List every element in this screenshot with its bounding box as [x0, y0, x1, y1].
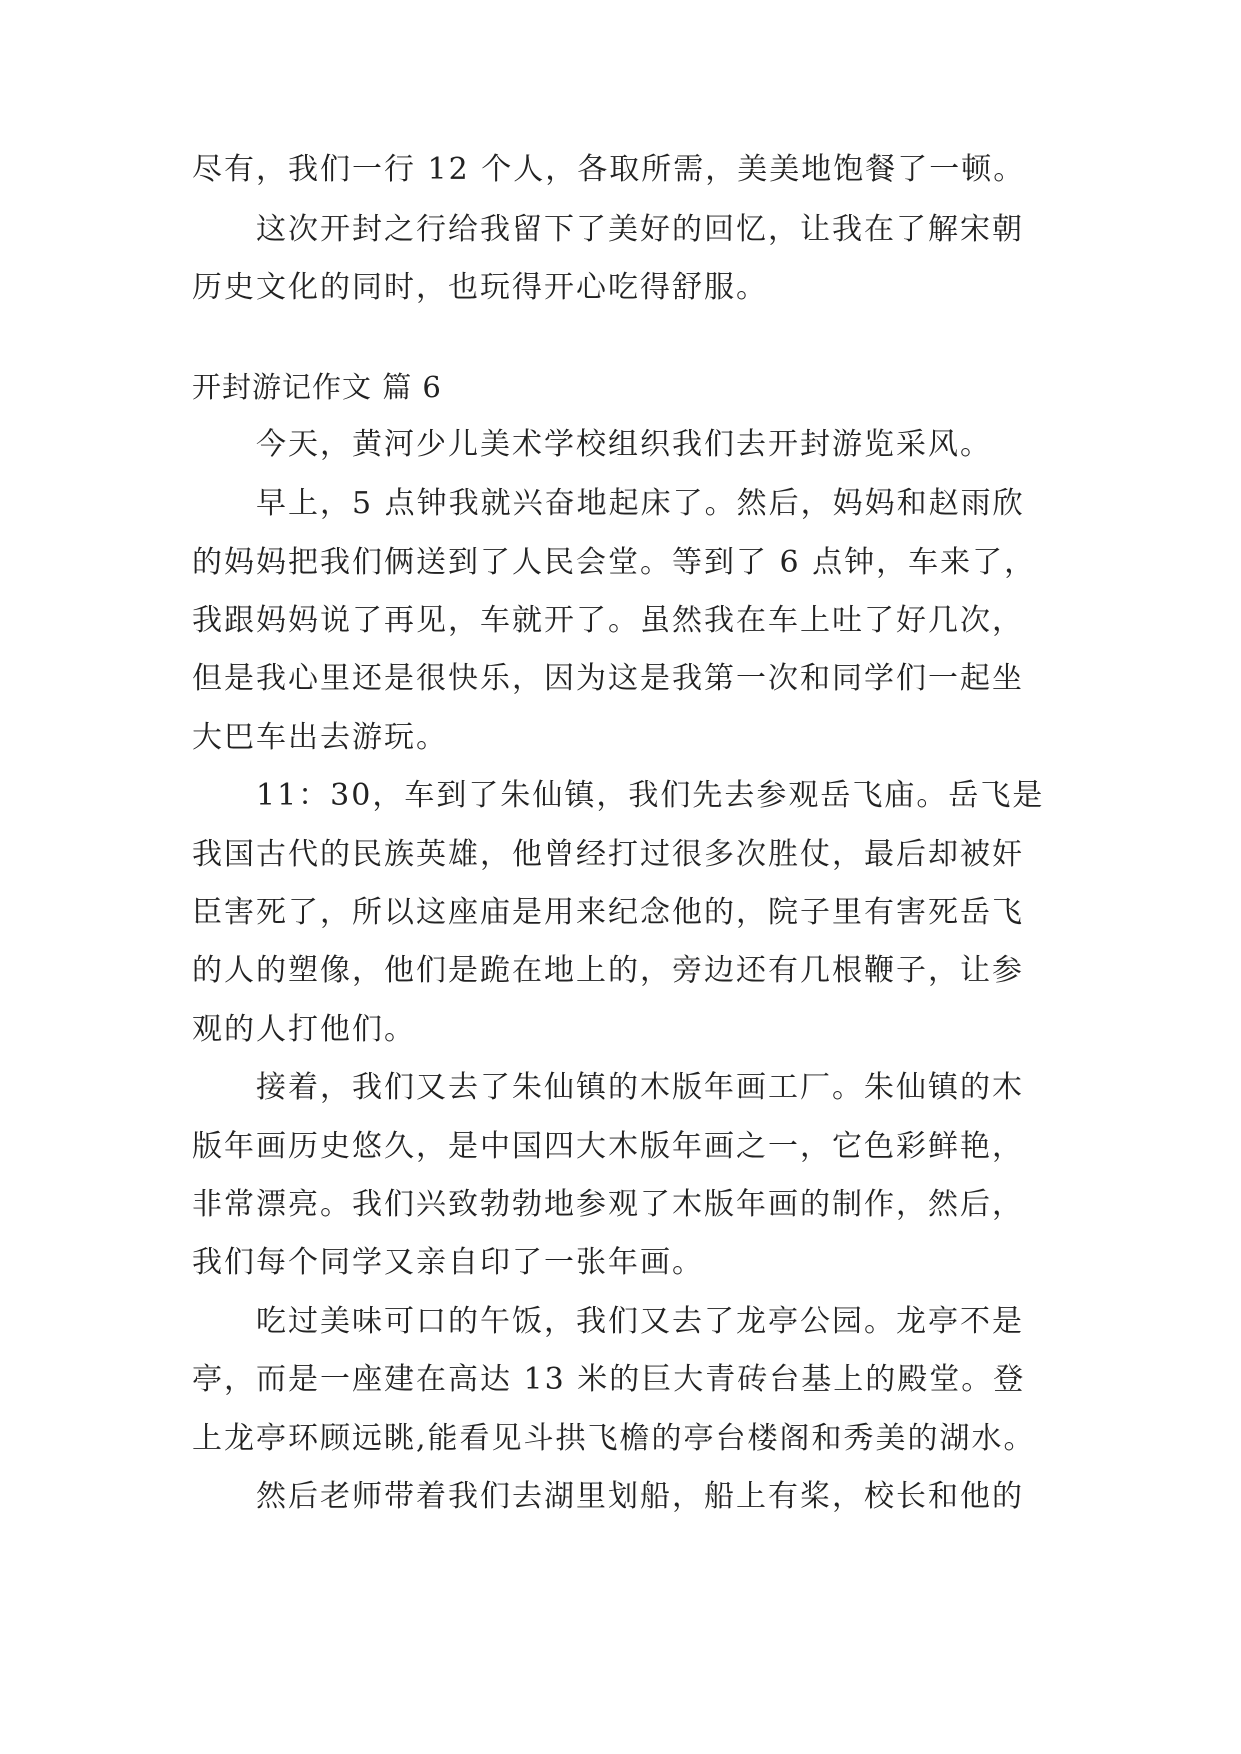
text-line: 上龙亭环顾远眺,能看见斗拱飞檐的亭台楼阁和秀美的湖水。	[192, 1421, 1036, 1456]
text-line: 我们每个同学又亲自印了一张年画。	[192, 1245, 704, 1280]
paragraph-line: 然后老师带着我们去湖里划船，船上有桨，校长和他的	[256, 1479, 1024, 1514]
text-line: 但是我心里还是很快乐，因为这是我第一次和同学们一起坐	[192, 661, 1024, 696]
text-line: 臣害死了，所以这座庙是用来纪念他的，院子里有害死岳飞	[192, 895, 1024, 930]
paragraph-line: 接着，我们又去了朱仙镇的木版年画工厂。朱仙镇的木	[256, 1070, 1024, 1105]
text-line: 的人的塑像，他们是跪在地上的，旁边还有几根鞭子，让参	[192, 953, 1024, 988]
text-line: 亭，而是一座建在高达 13 米的巨大青砖台基上的殿堂。登	[192, 1362, 1026, 1397]
text-line: 我国古代的民族英雄，他曾经打过很多次胜仗，最后却被奸	[192, 837, 1024, 872]
text-line: 非常漂亮。我们兴致勃勃地参观了木版年画的制作，然后，	[192, 1187, 1024, 1222]
text-line: 的妈妈把我们俩送到了人民会堂。等到了 6 点钟，车来了，	[192, 545, 1037, 580]
text-line: 尽有，我们一行 12 个人，各取所需，美美地饱餐了一顿。	[192, 152, 1026, 187]
section-heading: 开封游记作文 篇 6	[192, 370, 442, 404]
paragraph-line: 这次开封之行给我留下了美好的回忆，让我在了解宋朝	[256, 212, 1024, 247]
text-line: 观的人打他们。	[192, 1012, 416, 1047]
text-line: 版年画历史悠久，是中国四大木版年画之一，它色彩鲜艳，	[192, 1129, 1024, 1164]
paragraph-line: 早上，5 点钟我就兴奋地起床了。然后，妈妈和赵雨欣	[256, 486, 1025, 521]
paragraph-line: 11：30，车到了朱仙镇，我们先去参观岳飞庙。岳飞是	[256, 778, 1045, 813]
text-line: 我跟妈妈说了再见，车就开了。虽然我在车上吐了好几次，	[192, 603, 1024, 638]
paragraph-line: 吃过美味可口的午饭，我们又去了龙亭公园。龙亭不是	[256, 1304, 1024, 1339]
paragraph-line: 今天，黄河少儿美术学校组织我们去开封游览采风。	[256, 427, 992, 462]
text-line: 大巴车出去游玩。	[192, 720, 448, 755]
text-line: 历史文化的同时，也玩得开心吃得舒服。	[192, 270, 768, 305]
